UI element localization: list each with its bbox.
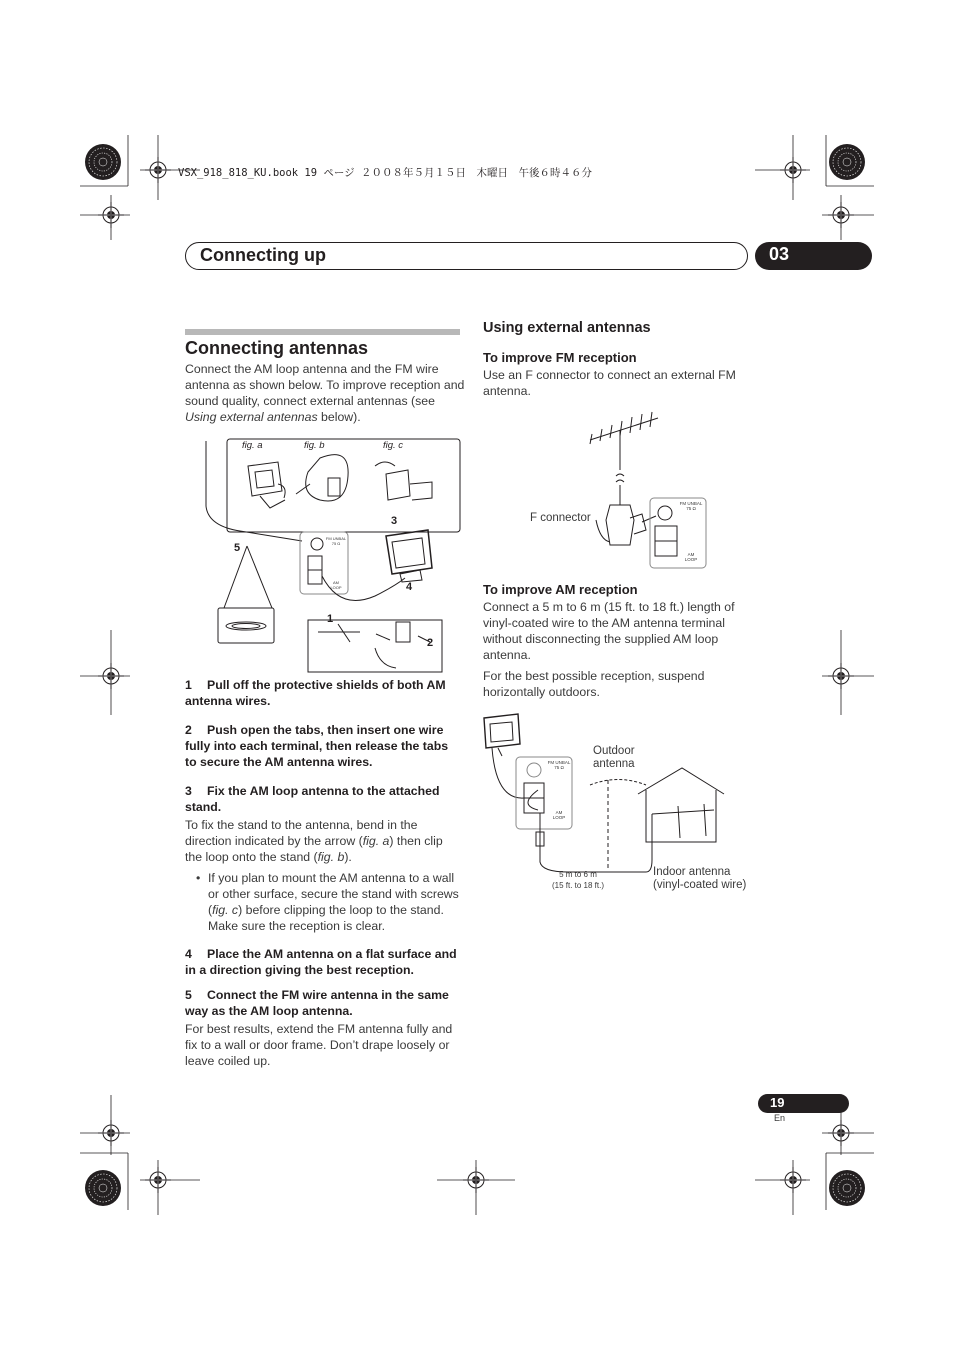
f-connector-label: F connector: [530, 512, 591, 524]
callout-2: 2: [427, 637, 434, 649]
star-target-icon: [829, 1170, 865, 1206]
print-line: VSX_918_818_KU.book 19 ページ ２００８年５月１５日 木曜日 午後６時４６分: [178, 167, 593, 179]
fig-b-label: fig. b: [304, 440, 325, 451]
fm-panel-am-label: AM LOOP: [684, 552, 698, 562]
chapter-badge: [755, 242, 872, 270]
star-target-icon: [85, 144, 121, 180]
am-panel-label: FM UNBAL 75 Ω: [547, 760, 571, 770]
am-reception-heading: To improve AM reception: [483, 582, 638, 597]
panel-am-label: AM LOOP: [330, 580, 342, 590]
step-5: 5 Connect the FM wire antenna in the same way as the AM loop antenna.: [185, 988, 449, 1018]
callout-5: 5: [234, 542, 241, 554]
callout-3: 3: [391, 515, 398, 527]
steps-list: [185, 677, 463, 1074]
step-5-body: For best results, extend the FM antenna fully and fix to a wall or door frame. Don’t drape loosely or leave coiled up.: [185, 1022, 453, 1068]
section-heading: Connecting antennas: [185, 338, 369, 358]
fig-a-label: fig. a: [242, 440, 263, 451]
step-3-body: To fix the stand to the antenna, bend in the direction indicated by the arrow (fig. a) then clip the loop onto the stand (fig. b).: [185, 818, 443, 864]
page-language: En: [774, 1113, 786, 1123]
callout-4: 4: [406, 581, 413, 593]
antenna-illustration: [200, 436, 462, 676]
page-title: Connecting up: [200, 245, 326, 265]
am-fm-antenna-figure: [200, 436, 462, 676]
fm-panel-label: FM UNBAL 75 Ω: [679, 501, 703, 511]
outdoor-antenna-label: Outdoor antenna: [593, 745, 635, 770]
page-number: 19: [770, 1095, 785, 1110]
step-3: 3 Fix the AM loop antenna to the attached stand.: [185, 784, 440, 814]
step-1: 1 Pull off the protective shields of both AM antenna wires.: [185, 678, 446, 708]
page-number-badge: [758, 1094, 849, 1113]
fm-antenna-figure: [530, 410, 710, 570]
fig-c-label: fig. c: [383, 440, 404, 451]
star-target-icon: [85, 1170, 121, 1206]
step-4: 4 Place the AM antenna on a flat surface and in a direction giving the best reception.: [185, 947, 457, 977]
wire-length-label: 5 m to 6 m (15 ft. to 18 ft.): [551, 870, 605, 890]
am-panel-am-label: AM LOOP: [552, 810, 566, 820]
external-antennas-heading: Using external antennas: [483, 320, 651, 336]
intro-paragraph: Connect the AM loop antenna and the FM wire antenna as shown below. To improve reception and sound quality, connect external antennas (see Using external antennas below).: [185, 362, 465, 424]
fm-reception-body: Use an F connector to connect an external FM antenna.: [483, 368, 736, 398]
star-target-icon: [829, 144, 865, 180]
fm-reception-heading: To improve FM reception: [483, 350, 637, 365]
panel-label: FM UNBAL 75 Ω: [325, 536, 347, 546]
indoor-antenna-label: Indoor antenna (vinyl-coated wire): [653, 866, 747, 891]
step-3-bullet: • If you plan to mount the AM antenna to a wall or other surface, secure the stand with screws (fig. c) before clipping the loop to the stand. Make sure the reception is clear.: [185, 870, 463, 934]
step-2: 2 Push open the tabs, then insert one wire fully into each terminal, then release the tabs to secure the AM antenna wires.: [185, 723, 449, 769]
callout-1: 1: [327, 613, 334, 625]
section-rule: [185, 329, 460, 335]
chapter-number: 03: [769, 244, 790, 264]
am-reception-body: Connect a 5 m to 6 m (15 ft. to 18 ft.) length of vinyl-coated wire to the AM antenna terminal without disconnecting the supplied AM loop antenna. For the best possible reception, suspend horizontally outdoors.: [483, 600, 735, 699]
header-bar: [185, 242, 748, 270]
